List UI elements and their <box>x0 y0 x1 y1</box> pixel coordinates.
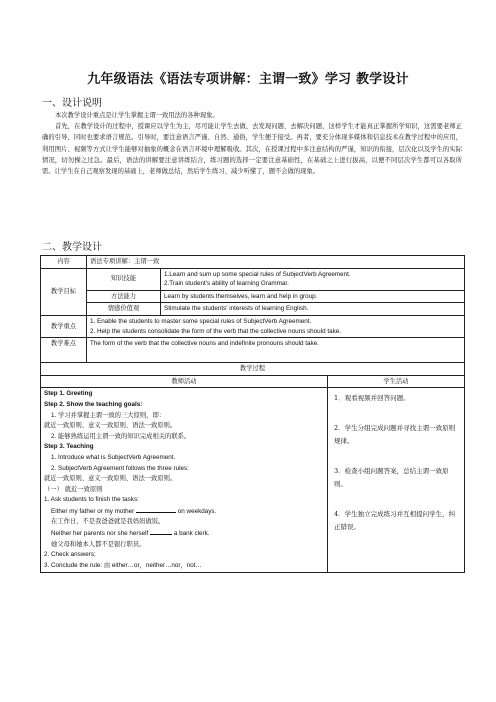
teacher-line: （一） 就近一致原则 <box>44 485 103 493</box>
knowledge-label: 知识技能 <box>87 268 161 290</box>
teacher-line: 2. Check answers; <box>44 551 96 559</box>
answer-blank <box>150 528 172 535</box>
teaching-design-table <box>40 255 465 573</box>
student-activity-content <box>328 388 465 573</box>
teacher-line: 在工作日，不是我爸爸就是我妈妈做饭。 <box>51 518 165 526</box>
difficulty-label: 教学难点 <box>41 338 87 363</box>
table-row <box>41 315 465 337</box>
design-notes-paragraph-2: 首先，在教学设计的过程中，授课应以学生为主，尽可能让学生去做、去发现问题、去解决问题，这样学生才能真正掌握所学知识，这需要老师正确的引导，同时也要求语言规范。引导时，要注意语言严谨、自然、通俗，学生便于接受。再者，要充分体现多媒体和信息技术在教学过程中的应用，利用图片、视频等方式让学生能够对抽象的概念在语言环境中理解吸收。其次，在授课过程中多注意结构的严谨，知识的衔接，层次化以及学生的实际情况，切勿操之过急。最后，语法的讲解要注意讲练结合，练习题的选择一定要注意基础性，在基础之上进行拔高，以便不同层次学生都可以各取所需。让学生在自己观察发现的基础上，老师做总结，然后学生练习、减少听懂了，题不会做的现象。 <box>42 123 462 176</box>
teacher-activity-header: 教师活动 <box>41 375 328 388</box>
teacher-line: 她父母和她本人都不是银行职员。 <box>51 540 146 548</box>
method-label: 方法能力 <box>87 290 161 303</box>
teacher-line: 就近一致原则、意义一致原则、语法一致原则。 <box>44 475 177 483</box>
student-activity-item: 1．观看视频并回答问题。 <box>334 394 410 403</box>
emotion-value: Stimulate the students' interests of learning English. <box>161 303 465 316</box>
difficulty-value: The form of the verb that the collective nouns and indefinite pronouns should take. <box>87 338 465 363</box>
section-heading-teaching-design: 二、教学设计 <box>42 242 102 253</box>
teacher-exercise-1: Either my father or my mother on weekdays. <box>51 507 217 515</box>
knowledge-goal-1: 1.Learn and sum up some special rules of SubjectVerb Agreement. <box>164 270 351 278</box>
table-row <box>41 375 465 388</box>
teacher-line: Step 2. Show the teaching goals: <box>44 400 143 408</box>
content-value: 语法专项讲解：主谓一致 <box>87 256 465 269</box>
table-row <box>41 256 465 269</box>
content-label: 内容 <box>41 256 87 269</box>
table-row <box>41 268 465 290</box>
answer-blank <box>136 506 176 513</box>
student-activity-item: 4．学生独立完成练习并互相提问学生，纠正错误。 <box>334 510 456 532</box>
student-activity-item: 2．学生分组完成问题并寻找主谓一致原则规律。 <box>334 424 456 446</box>
knowledge-value <box>161 268 465 290</box>
teacher-line: 就近一致原则、意义一致原则、语法一致原则。 <box>44 422 177 430</box>
emotion-label: 情感价值观 <box>87 303 161 316</box>
design-notes-paragraph-1: 本次教学设计重点是让学生掌握主谓一致用法的各种现象。 <box>55 112 219 119</box>
method-value: Learn by students themselves, learn and help in group. <box>161 290 465 303</box>
document-title: 九年级语法《语法专项讲解：主谓一致》学习 教学设计 <box>87 72 409 87</box>
table-row <box>41 363 465 376</box>
key-point-2: 2. Help the students consolidate the form of the verb that the collective nouns should take. <box>90 327 341 335</box>
student-activity-header: 学生活动 <box>328 375 465 388</box>
teacher-line: 1. Introduce what is SubjectVerb Agreement. <box>51 453 176 461</box>
key-point-1: 1. Enable the students to master some special rules of SubjectVerb Agreement. <box>90 317 312 325</box>
goals-label: 教学目标 <box>41 268 87 315</box>
section-heading-design-notes: 一、设计说明 <box>42 98 102 109</box>
teacher-line: Step 1. Greeting <box>44 390 93 398</box>
teacher-line: 2. 能够熟练运用主谓一致的知识完成相关的联系。 <box>51 432 191 440</box>
table-row <box>41 290 465 303</box>
teacher-line: Step 3. Teaching <box>44 443 94 451</box>
process-label: 教学过程 <box>41 363 465 376</box>
table-row <box>41 303 465 316</box>
teacher-line: 1. Ask students to finish the tasks: <box>44 496 139 504</box>
teacher-exercise-2: Neither her parents nor she herself a bank clerk. <box>51 530 210 538</box>
teacher-activity-content <box>41 388 328 573</box>
teacher-line: 3. Conclude the rule: 由 either…or，neither…nor，not… <box>44 561 202 569</box>
student-activity-item: 3．检查小组问题答案，总结主谓一致原则。 <box>334 467 449 489</box>
design-notes-text <box>42 110 462 177</box>
teacher-line: 2. SubjectVerb Agreement follows the three rules: <box>51 464 189 472</box>
knowledge-goal-2: 2.Train student's ability of learning Grammar. <box>164 280 289 288</box>
table-row <box>41 388 465 573</box>
key-points-value <box>87 315 465 337</box>
teacher-line: 1. 学习并掌握主谓一致的三大原则，即： <box>51 411 166 419</box>
table-row <box>41 338 465 363</box>
key-points-label: 教学重点 <box>41 315 87 337</box>
